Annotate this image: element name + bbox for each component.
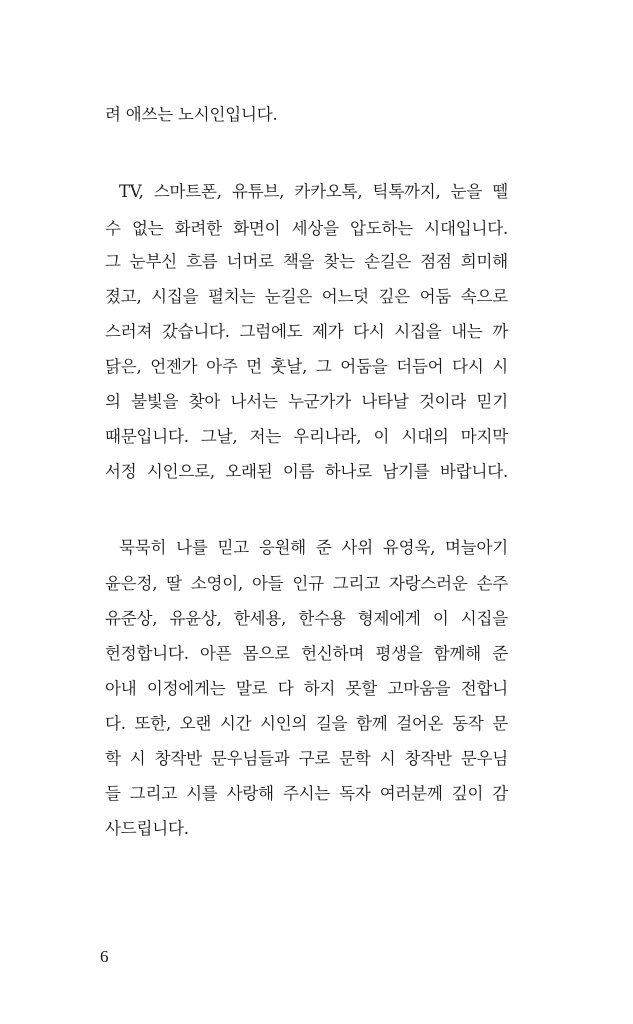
text-line: 졌고, 시집을 펼치는 눈길은 어느덧 깊은 어둠 속으로: [105, 287, 508, 306]
text-line: 그 눈부신 흐름 너머로 책을 찾는 손길은 점점 희미해: [105, 252, 508, 271]
page-number: 6: [100, 947, 109, 966]
text-line: 닭은, 언젠가 아주 먼 훗날, 그 어둠을 더듬어 다시 시: [105, 357, 508, 376]
text-line: 다. 또한, 오랜 시간 시인의 길을 함께 걸어온 동작 문: [105, 714, 508, 733]
text-line: 려 애쓰는 노시인입니다.: [105, 105, 278, 124]
text-line: 유준상, 유윤상, 한세용, 한수용 형제에게 이 시집을: [105, 609, 508, 628]
text-line: 헌정합니다. 아픈 몸으로 헌신하며 평생을 함께해 준: [105, 644, 508, 663]
text-line: 수 없는 화려한 화면이 세상을 압도하는 시대입니다.: [105, 219, 508, 238]
text-line: 때문입니다. 그날, 저는 우리나라, 이 시대의 마지막: [105, 427, 508, 446]
text-line: 서정 시인으로, 오래된 이름 하나로 남기를 바랍니다.: [105, 462, 508, 481]
text-line: 들 그리고 시를 사랑해 주시는 독자 여러분께 깊이 감: [105, 784, 508, 803]
text-line: 의 불빛을 찾아 나서는 누군가가 나타날 것이라 믿기: [105, 392, 508, 411]
text-line: TV, 스마트폰, 유튜브, 카카오톡, 틱톡까지, 눈을 뗄: [119, 182, 508, 201]
text-line: 윤은정, 딸 소영이, 아들 인규 그리고 자랑스러운 손주: [105, 574, 508, 593]
text-line: 묵묵히 나를 믿고 응원해 준 사위 유영욱, 며늘아기: [119, 538, 508, 557]
text-line: 아내 이정에게는 말로 다 하지 못할 고마움을 전합니: [105, 679, 508, 698]
text-line: 학 시 창작반 문우님들과 구로 문학 시 창작반 문우님: [105, 749, 508, 768]
text-line: 스러져 갔습니다. 그럼에도 제가 다시 시집을 내는 까: [105, 322, 508, 341]
text-line: 사드립니다.: [105, 819, 189, 838]
